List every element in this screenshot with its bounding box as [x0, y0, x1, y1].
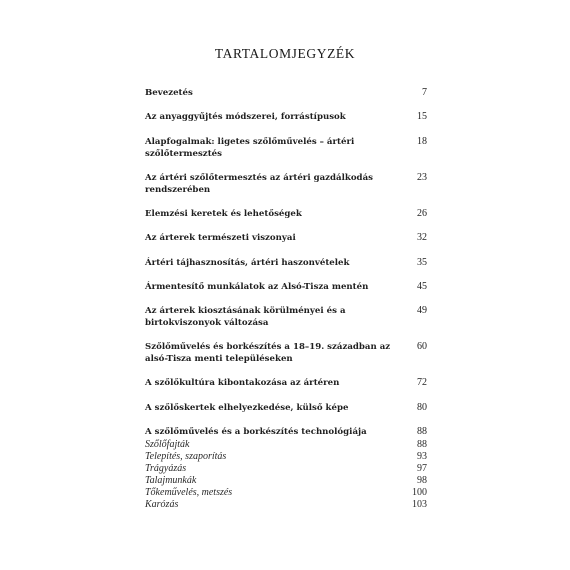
toc-entry-label: A szőlőművelés és a borkészítés technológiája	[145, 427, 367, 437]
toc-entry-label: Ármentesítő munkálatok az Alsó-Tisza mentén	[145, 282, 369, 292]
toc-entry-label: Bevezetés	[145, 88, 193, 98]
toc-entry-label: Ártéri tájhasznosítás, ártéri haszonvételek	[145, 258, 350, 268]
toc-entry	[145, 402, 427, 414]
toc-entry	[145, 208, 427, 220]
toc-entry-label: Az árterek kiosztásának körülményei és a birtokviszonyok változása	[145, 306, 346, 328]
toc-subentry-label: Telepítés, szaporítás	[145, 451, 227, 462]
toc-entry-label: Alapfogalmak: ligetes szőlőművelés – ártéri szőlőtermesztés	[145, 137, 355, 159]
toc-entry-label: Szőlőművelés és borkészítés a 18–19. században az alsó-Tisza menti településeken	[145, 342, 391, 364]
toc-entry-page: 88	[417, 426, 427, 437]
toc-subentry-label: Karózás	[145, 499, 179, 510]
toc-subentry-label: Trágyázás	[145, 463, 187, 474]
toc-subentry	[145, 475, 427, 486]
toc-subentry	[145, 463, 427, 474]
toc-entry	[145, 136, 427, 160]
toc-entry	[145, 232, 427, 244]
toc-entry-page: 7	[422, 87, 427, 98]
toc-entry-page: 32	[417, 232, 427, 243]
toc-subentry-page: 88	[417, 439, 427, 450]
toc-subentry	[145, 499, 427, 510]
toc-entry-page: 49	[417, 305, 427, 316]
toc-entry-label: A szőlőskertek elhelyezkedése, külső képe	[145, 403, 349, 413]
toc-entry-page: 35	[417, 257, 427, 268]
toc-entry-page: 18	[417, 136, 427, 147]
toc-subentry	[145, 451, 427, 462]
toc-subentry	[145, 487, 427, 498]
toc-entry-label: Az anyaggyűjtés módszerei, forrástípusok	[145, 112, 346, 122]
toc-subentry	[145, 439, 427, 450]
toc-entry	[145, 281, 427, 293]
toc-entry	[145, 111, 427, 123]
toc-entry-page: 23	[417, 172, 427, 183]
toc-subentry-page: 97	[417, 463, 427, 474]
toc-subentry-label: Tőkeművelés, metszés	[145, 487, 233, 498]
toc-entry	[145, 172, 427, 196]
toc-subentry-page: 100	[412, 487, 427, 498]
page-title: TARTALOMJEGYZÉK	[214, 46, 356, 61]
toc-entry-label: Elemzési keretek és lehetőségek	[145, 209, 302, 219]
toc-entry-label: A szőlőkultúra kibontakozása az ártéren	[145, 378, 340, 388]
toc-subentry-page: 93	[417, 451, 427, 462]
toc-subentry-page: 103	[412, 499, 427, 510]
toc-entry-page: 80	[417, 402, 427, 413]
toc-entry	[145, 257, 427, 269]
toc-entry	[145, 377, 427, 389]
toc-entry-page: 15	[417, 111, 427, 122]
toc-subentry-label: Szőlőfajták	[145, 439, 190, 450]
toc-entry	[145, 87, 427, 99]
toc-subentry-page: 98	[417, 475, 427, 486]
toc-entry-label: Az árterek természeti viszonyai	[145, 233, 296, 243]
toc-entry-label: Az ártéri szőlőtermesztés az ártéri gazdálkodás rendszerében	[145, 173, 373, 195]
toc-entry	[145, 305, 427, 329]
toc-entry	[145, 341, 427, 365]
toc-entry	[145, 426, 427, 438]
toc-entry-page: 60	[417, 341, 427, 352]
toc-entry-page: 45	[417, 281, 427, 292]
toc-entry-page: 26	[417, 208, 427, 219]
toc-entry-page: 72	[417, 377, 427, 388]
toc-subentry-label: Talajmunkák	[145, 475, 197, 486]
